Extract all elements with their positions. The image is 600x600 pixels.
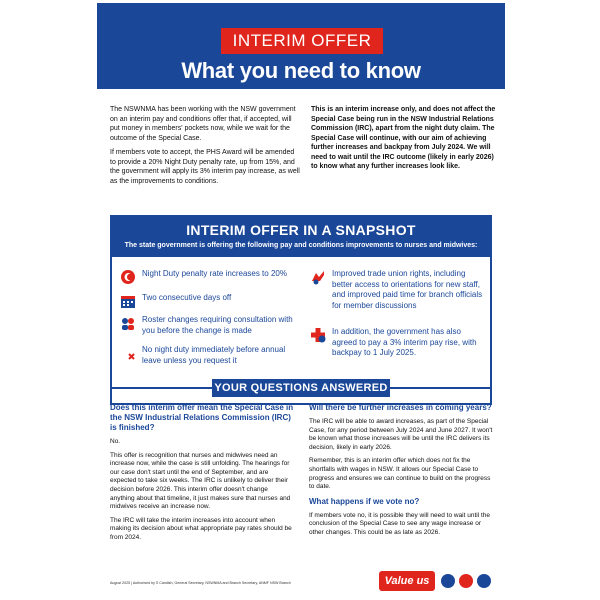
faq-left-column [110, 403, 294, 548]
faq-answer: If members vote no, it is possible they will need to wait until the conclusion of the Special Case to see any wage increase or other changes. This could be as late as 2026. [309, 511, 491, 536]
intro-left-column [110, 105, 300, 191]
snapshot-item [310, 327, 486, 359]
nswnma-logo-icon [441, 574, 455, 588]
snapshot-item [120, 293, 300, 309]
faq-question: Will there be further increases in coming years? [309, 403, 492, 412]
snapshot-item-text: Roster changes requiring consultation with you before the change is made [142, 315, 293, 335]
snapshot-title: INTERIM OFFER IN A SNAPSHOT [186, 222, 416, 238]
snapshot-item-text: No night duty immediately before annual leave unless you request it [142, 345, 286, 365]
faq-answer: This offer is recognition that nurses and midwives need an increase now, while the case is still unfolding. The hearings for our case don't start until the end of September, and are expected to take six weeks. The IRC is unlikely to deliver their decision before 2026. This interim offer doesn't change anything about that timeline, it just makes sure that nurses and midwives receive an increase now. [110, 451, 291, 511]
faq-right-column [309, 403, 493, 543]
page-title: What you need to know [181, 58, 421, 83]
snapshot-item [120, 345, 300, 366]
faq-answer: The IRC will take the interim increases into account when making its decision about what appropriate pay rates should be from 2024. [110, 516, 292, 541]
faq-answer: Remember, this is an interim offer which does not fix the shortfalls with wages in NSW. It allows our Special Case to progress and ensures we can continue to build on the progress to date. [309, 457, 491, 491]
snapshot-subtitle: The state government is offering the following pay and conditions improvements to nurses and midwives: [124, 242, 478, 249]
snapshot-box [110, 215, 492, 405]
faq-question: What happens if we vote no? [309, 496, 420, 506]
questions-title: YOUR QUESTIONS ANSWERED [212, 379, 390, 397]
authorisation-footer: August 2025 | Authorised by S Candish, General Secretary, NSWNMA and Branch Secretary, ANMF NSW Branch [110, 581, 291, 585]
intro-right-column [311, 105, 501, 177]
faq-answer: No. [110, 438, 121, 445]
snapshot-item [120, 315, 300, 336]
header-banner [97, 3, 505, 89]
value-us-logo: Value us [379, 571, 435, 591]
intro-paragraph: If members vote to accept, the PHS Award will be amended to provide a 20% Night Duty penalty rate, up from 15%, and the government will apply its 3% interim pay increase, as well as the improvements to conditions. [110, 149, 300, 185]
union-logo-icon [459, 574, 473, 588]
intro-paragraph: The NSWNMA has been working with the NSW government on an interim pay and conditions offer that, if accepted, will put money in members' pockets now, while we wait for the outcome of the Special Case. [110, 106, 296, 142]
footer-logos [379, 571, 499, 591]
interim-offer-badge: INTERIM OFFER [221, 28, 383, 54]
faq-question: Does this interim offer mean the Special Case in the NSW Industrial Relations Commission (IRC) is finished? [110, 403, 294, 432]
snapshot-item-text: Night Duty penalty rate increases to 20% [142, 269, 287, 278]
faq-answer: The IRC will be able to award increases, as part of the Special Case, for any period between July 2024 and June 2027. It won't be known what those increases will be until the IRC delivers its decision, likely in early 2026. [309, 418, 493, 451]
snapshot-item [310, 269, 486, 311]
pay-rise-icon [310, 327, 326, 343]
flyer-page [97, 3, 505, 597]
roster-consultation-icon [120, 315, 136, 331]
no-night-duty-icon [120, 345, 136, 361]
snapshot-header [112, 217, 490, 257]
anmf-logo-icon [477, 574, 491, 588]
snapshot-item-text: Two consecutive days off [142, 293, 232, 302]
calendar-icon [120, 293, 136, 309]
snapshot-item-text: Improved trade union rights, including better access to orientations for new staff, and improved paid time for branch officials for member discussions [332, 269, 483, 310]
questions-section-header [110, 379, 492, 397]
intro-paragraph: This is an interim increase only, and does not affect the Special Case being run in the NSW Industrial Relations Commission (IRC), apart from the night duty claim. The Special Case will continue, with our aim of achieving further increases and backpay from July 2024. We will need to wait until the IRC outcome (likely in early 2026) to know what any further increases look like. [311, 106, 496, 170]
union-rights-icon [310, 269, 326, 285]
snapshot-item-text: In addition, the government has also agreed to pay a 3% interim pay rise, with backpay to 1 July 2025. [332, 327, 477, 357]
night-dollar-icon [120, 269, 136, 285]
snapshot-item [120, 269, 300, 285]
